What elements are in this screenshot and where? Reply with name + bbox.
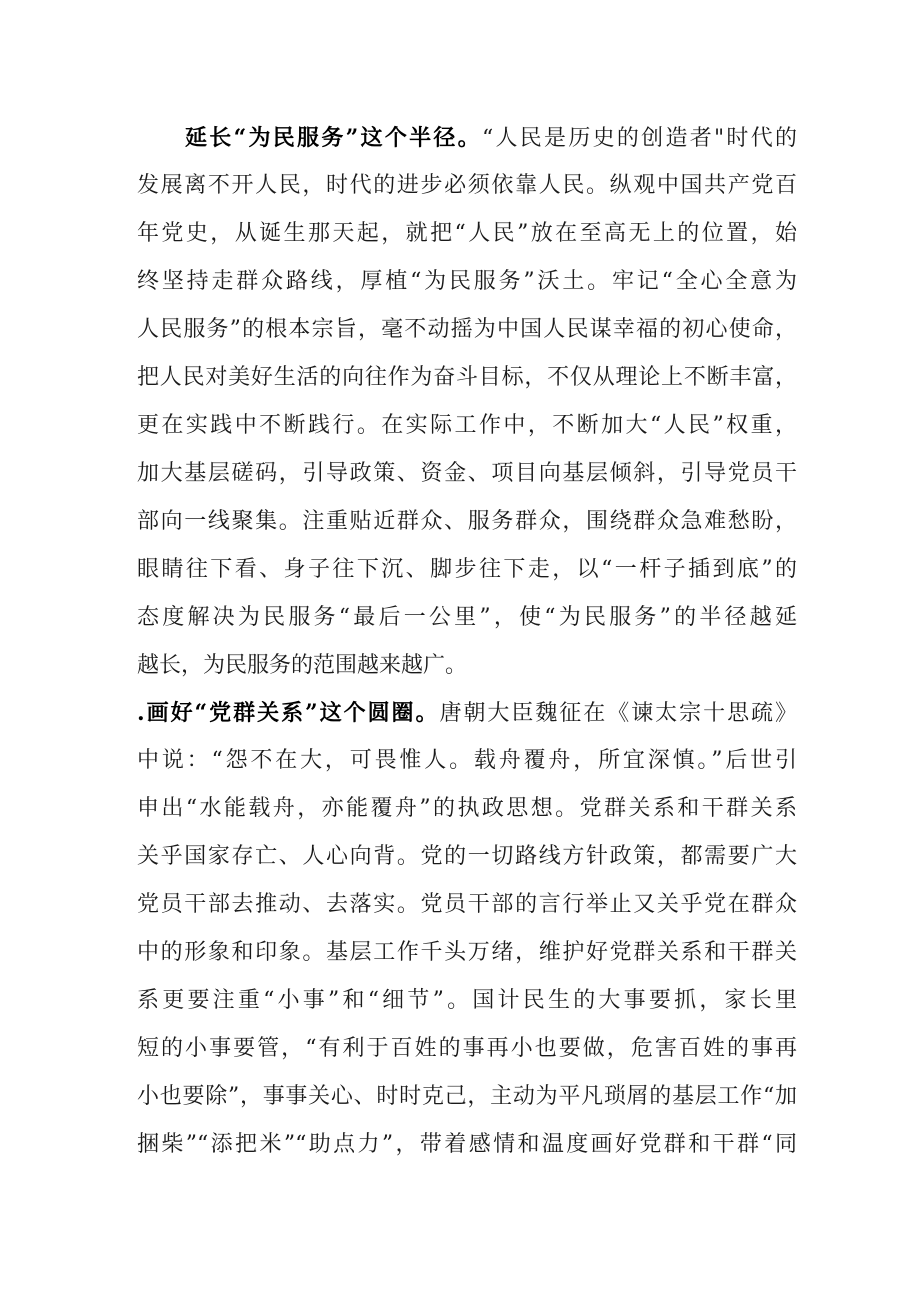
text-line: 加大基层磋码，引导政策、资金、项目向基层倾斜，引导党员干 [137,461,797,486]
text-line [137,114,797,162]
paragraph-heading: .画好“党群关系”这个圆圈。 [137,700,440,726]
line-text: “人民是历史的创造者"时代的 [481,126,797,151]
text-line: 小也要除”，事事关心、时时克己，主动为平凡琐屑的基层工作“加 [137,1084,797,1109]
text-line: 短的小事要管，“有利于百姓的事再小也要做，危害百姓的事再 [137,1036,797,1061]
text-line: 中的形象和印象。基层工作千头万绪，维护好党群关系和干群关 [137,940,797,965]
text-line: 把人民对美好生活的向往作为奋斗目标，不仅从理论上不断丰富， [137,365,797,390]
text-line: 更在实践中不断践行。在实际工作中，不断加大“人民”权重， [137,413,797,438]
text-line: 中说：“怨不在大，可畏惟人。载舟覆舟，所宜深慎。”后世引 [137,748,797,773]
text-line: 眼睛往下看、身子往下沉、脚步往下走，以“一杆子插到底”的 [137,557,797,582]
text-line: 终坚持走群众路线，厚植“为民服务”沃土。牢记“全心全意为 [137,269,797,294]
line-text: 唐朝大臣魏征在《谏太宗十思疏》 [439,701,797,726]
text-line: 捆柴”“添把米”“助点力”，带着感情和温度画好党群和干群“同 [137,1132,797,1157]
paragraph-party-mass-relations [137,689,797,1169]
text-line: 申出“水能载舟，亦能覆舟”的执政思想。党群关系和干群关系 [137,796,797,821]
text-line: 态度解决为民服务“最后一公里”，使“为民服务”的半径越延 [137,605,797,630]
text-line: 人民服务”的根本宗旨，毫不动摇为中国人民谋幸福的初心使命， [137,317,797,342]
text-line: 越长，为民服务的范围越来越广。 [137,653,468,678]
text-line [137,689,797,737]
text-line: 年党史，从诞生那天起，就把“人民”放在至高无上的位置，始 [137,221,797,246]
text-line: 党员干部去推动、去落实。党员干部的言行举止又关乎党在群众 [137,892,797,917]
text-line: 发展离不开人民，时代的进步必须依靠人民。纵观中国共产党百 [137,173,797,198]
text-line: 系更要注重“小事”和“细节”。国计民生的大事要抓，家长里 [137,988,797,1013]
text-line: 关乎国家存亡、人心向背。党的一切路线方针政策，都需要广大 [137,844,797,869]
paragraph-serve-the-people [137,114,797,690]
text-line: 部向一线聚集。注重贴近群众、服务群众，围绕群众急难愁盼， [137,509,797,534]
paragraph-heading: 延长“为民服务”这个半径。 [185,125,482,151]
